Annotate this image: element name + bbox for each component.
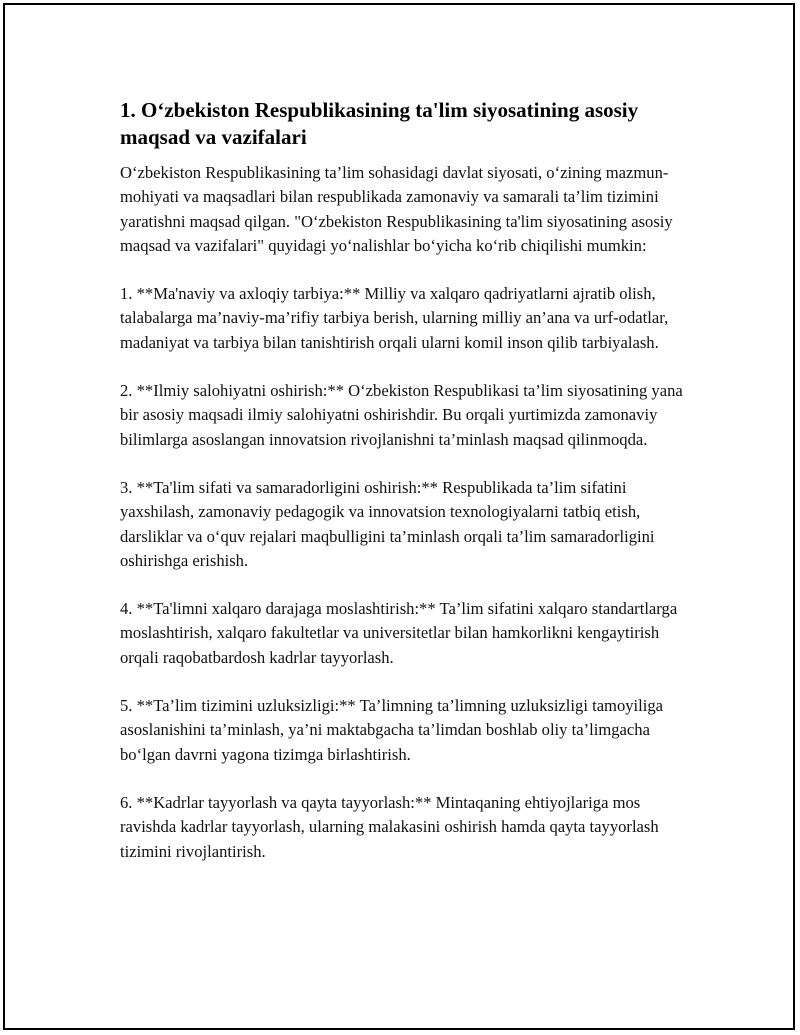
list-item-3: 3. **Ta'lim sifati va samaradorligini oshirish:** Respublikada ta’lim sifatini yaxshilash, zamonaviy pedagogik va innovatsion texnologiyalarni tatbiq etish, darsliklar va o‘quv rejalari maqbulligini ta’minlash orqali ta’lim samaradorligini oshirishga erishish. [120,477,655,570]
document-body [120,97,695,888]
document-title: 1. O‘zbekiston Respublikasining ta'lim siyosatining asosiy maqsad va vazifalari [120,98,639,149]
list-item-4: 4. **Ta'limni xalqaro darajaga moslashtirish:** Ta’lim sifatini xalqaro standartlarga moslashtirish, xalqaro fakultetlar va universitetlar bilan hamkorlikni kengaytirish orqali raqobatbardosh kadrlar tayyorlash. [120,599,678,667]
list-item-2: 2. **Ilmiy salohiyatni oshirish:** O‘zbekiston Respublikasi ta’lim siyosatining yana bir asosiy maqsadi ilmiy salohiyatni oshirishdir. Bu orqali yurtimizda zamonaviy bilimlarga asoslangan innovatsion rivojlanishni ta’minlash maqsad qilinmoqda. [120,381,683,449]
list-item-5: 5. **Ta’lim tizimini uzluksizligi:** Ta’limning ta’limning uzluksizligi tamoyiliga asoslanishini ta’minlash, ya’ni maktabgacha ta’limdan boshlab oliy ta’limgacha bo‘lgan davrni yagona tizimga birlashtirish. [120,696,664,764]
page-frame [3,3,795,1030]
list-item-1: 1. **Ma'naviy va axloqiy tarbiya:** Milliy va xalqaro qadriyatlarni ajratib olish, talabalarga ma’naviy-ma’rifiy tarbiya berish, ularning milliy an’ana va urf-odatlar, madaniyat va tarbiya bilan tanishtirish orqali ularni komil inson qilib tarbiyalash. [120,284,669,352]
intro-paragraph: O‘zbekiston Respublikasining ta’lim sohasidagi davlat siyosati, o‘zining mazmun-mohiyati va maqsadlari bilan respublikada zamonaviy va samarali ta’lim tizimini yaratishni maqsad qilgan. "O‘zbekiston Respublikasining ta'lim siyosatining asosiy maqsad va vazifalari" quyidagi yo‘nalishlar bo‘yicha ko‘rib chiqilishi mumkin: [120,163,673,255]
list-item-6: 6. **Kadrlar tayyorlash va qayta tayyorlash:** Mintaqaning ehtiyojlariga mos ravishda kadrlar tayyorlash, ularning malakasini oshirish hamda qayta tayyorlash tizimini rivojlantirish. [120,792,659,861]
